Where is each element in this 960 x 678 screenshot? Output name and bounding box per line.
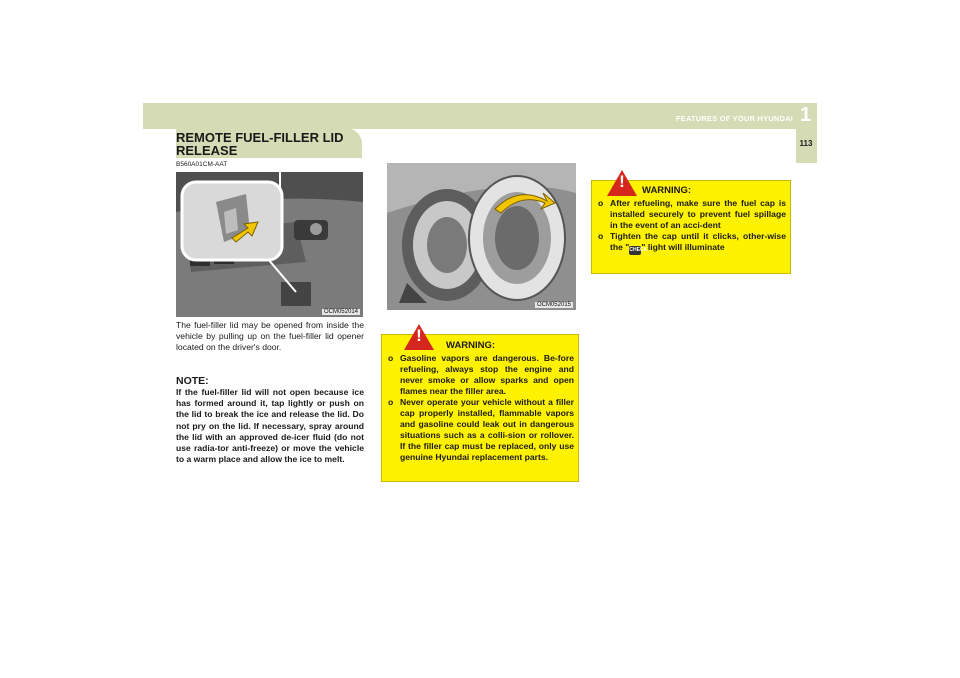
warning-list bbox=[388, 353, 574, 463]
check-engine-icon: CHECK bbox=[629, 247, 648, 253]
warning-list bbox=[598, 198, 786, 255]
warning-item bbox=[598, 198, 786, 231]
figure-code: OCM052015 bbox=[536, 302, 571, 308]
body-paragraph: The fuel-filler lid may be opened from inside the vehicle by pulling up on the fuel-filler lid opener located on the driver's door. bbox=[176, 320, 364, 353]
note-text: If the fuel-filler lid will not open because ice has formed around it, tap lightly or push on the lid to break the ice and release the lid. Do not pry on the lid. If necessary, spray around the lid with an approved de-icer fluid (do not use radia-tor anti-freeze) or move the vehicle to a warm place and allow the ice to melt. bbox=[176, 387, 364, 465]
warning-item bbox=[598, 231, 786, 255]
section-title-line1: REMOTE FUEL-FILLER LID bbox=[176, 130, 344, 145]
bullet: o bbox=[598, 231, 604, 241]
warning-item-text-before: Tighten the cap until it clicks, other-wise the " bbox=[610, 231, 786, 252]
warning-box-gasoline bbox=[381, 326, 579, 482]
warning-exclamation: ! bbox=[619, 172, 625, 191]
warning-box-fuel-cap bbox=[591, 172, 791, 274]
warning-exclamation: ! bbox=[416, 326, 422, 345]
warning-title: WARNING: bbox=[642, 185, 692, 196]
bullet: o bbox=[388, 397, 394, 407]
warning-item-text: After refueling, make sure the fuel cap is installed securely to prevent fuel spillage in the event of an acci-dent bbox=[610, 198, 786, 230]
chapter-label: FEATURES OF YOUR HYUNDAI bbox=[675, 114, 793, 123]
section-title bbox=[176, 131, 344, 157]
page-number: 113 bbox=[799, 139, 813, 148]
fuel-lid-opener-photo bbox=[176, 172, 363, 317]
section-title-line2: RELEASE bbox=[176, 143, 238, 158]
warning-item bbox=[388, 353, 574, 397]
fuel-cap-photo bbox=[387, 163, 576, 310]
figure-code: OCM052014 bbox=[323, 309, 358, 315]
warning-item bbox=[388, 397, 574, 463]
warning-item-text: Never operate your vehicle without a filler cap properly installed, flammable vapors and gasoline could leak out in dangerous situations such as a colli-sion or rollover. If the filler cap must be replaced, only use genuine Hyundai replacement parts. bbox=[400, 397, 574, 462]
warning-title: WARNING: bbox=[446, 340, 496, 351]
warning-item-text-after: " light will illuminate bbox=[641, 242, 725, 252]
note-title: NOTE: bbox=[176, 375, 209, 387]
door-panel-illustration bbox=[176, 172, 363, 317]
bullet: o bbox=[388, 353, 394, 363]
bullet: o bbox=[598, 198, 604, 208]
chapter-number: 1 bbox=[800, 104, 812, 126]
section-code: B560A01CM-AAT bbox=[176, 161, 228, 168]
fuel-cap-illustration bbox=[387, 163, 576, 310]
warning-item-text: Gasoline vapors are dangerous. Be-fore refueling, always stop the engine and never smoke or allow sparks and open flames near the filler area. bbox=[400, 353, 574, 396]
